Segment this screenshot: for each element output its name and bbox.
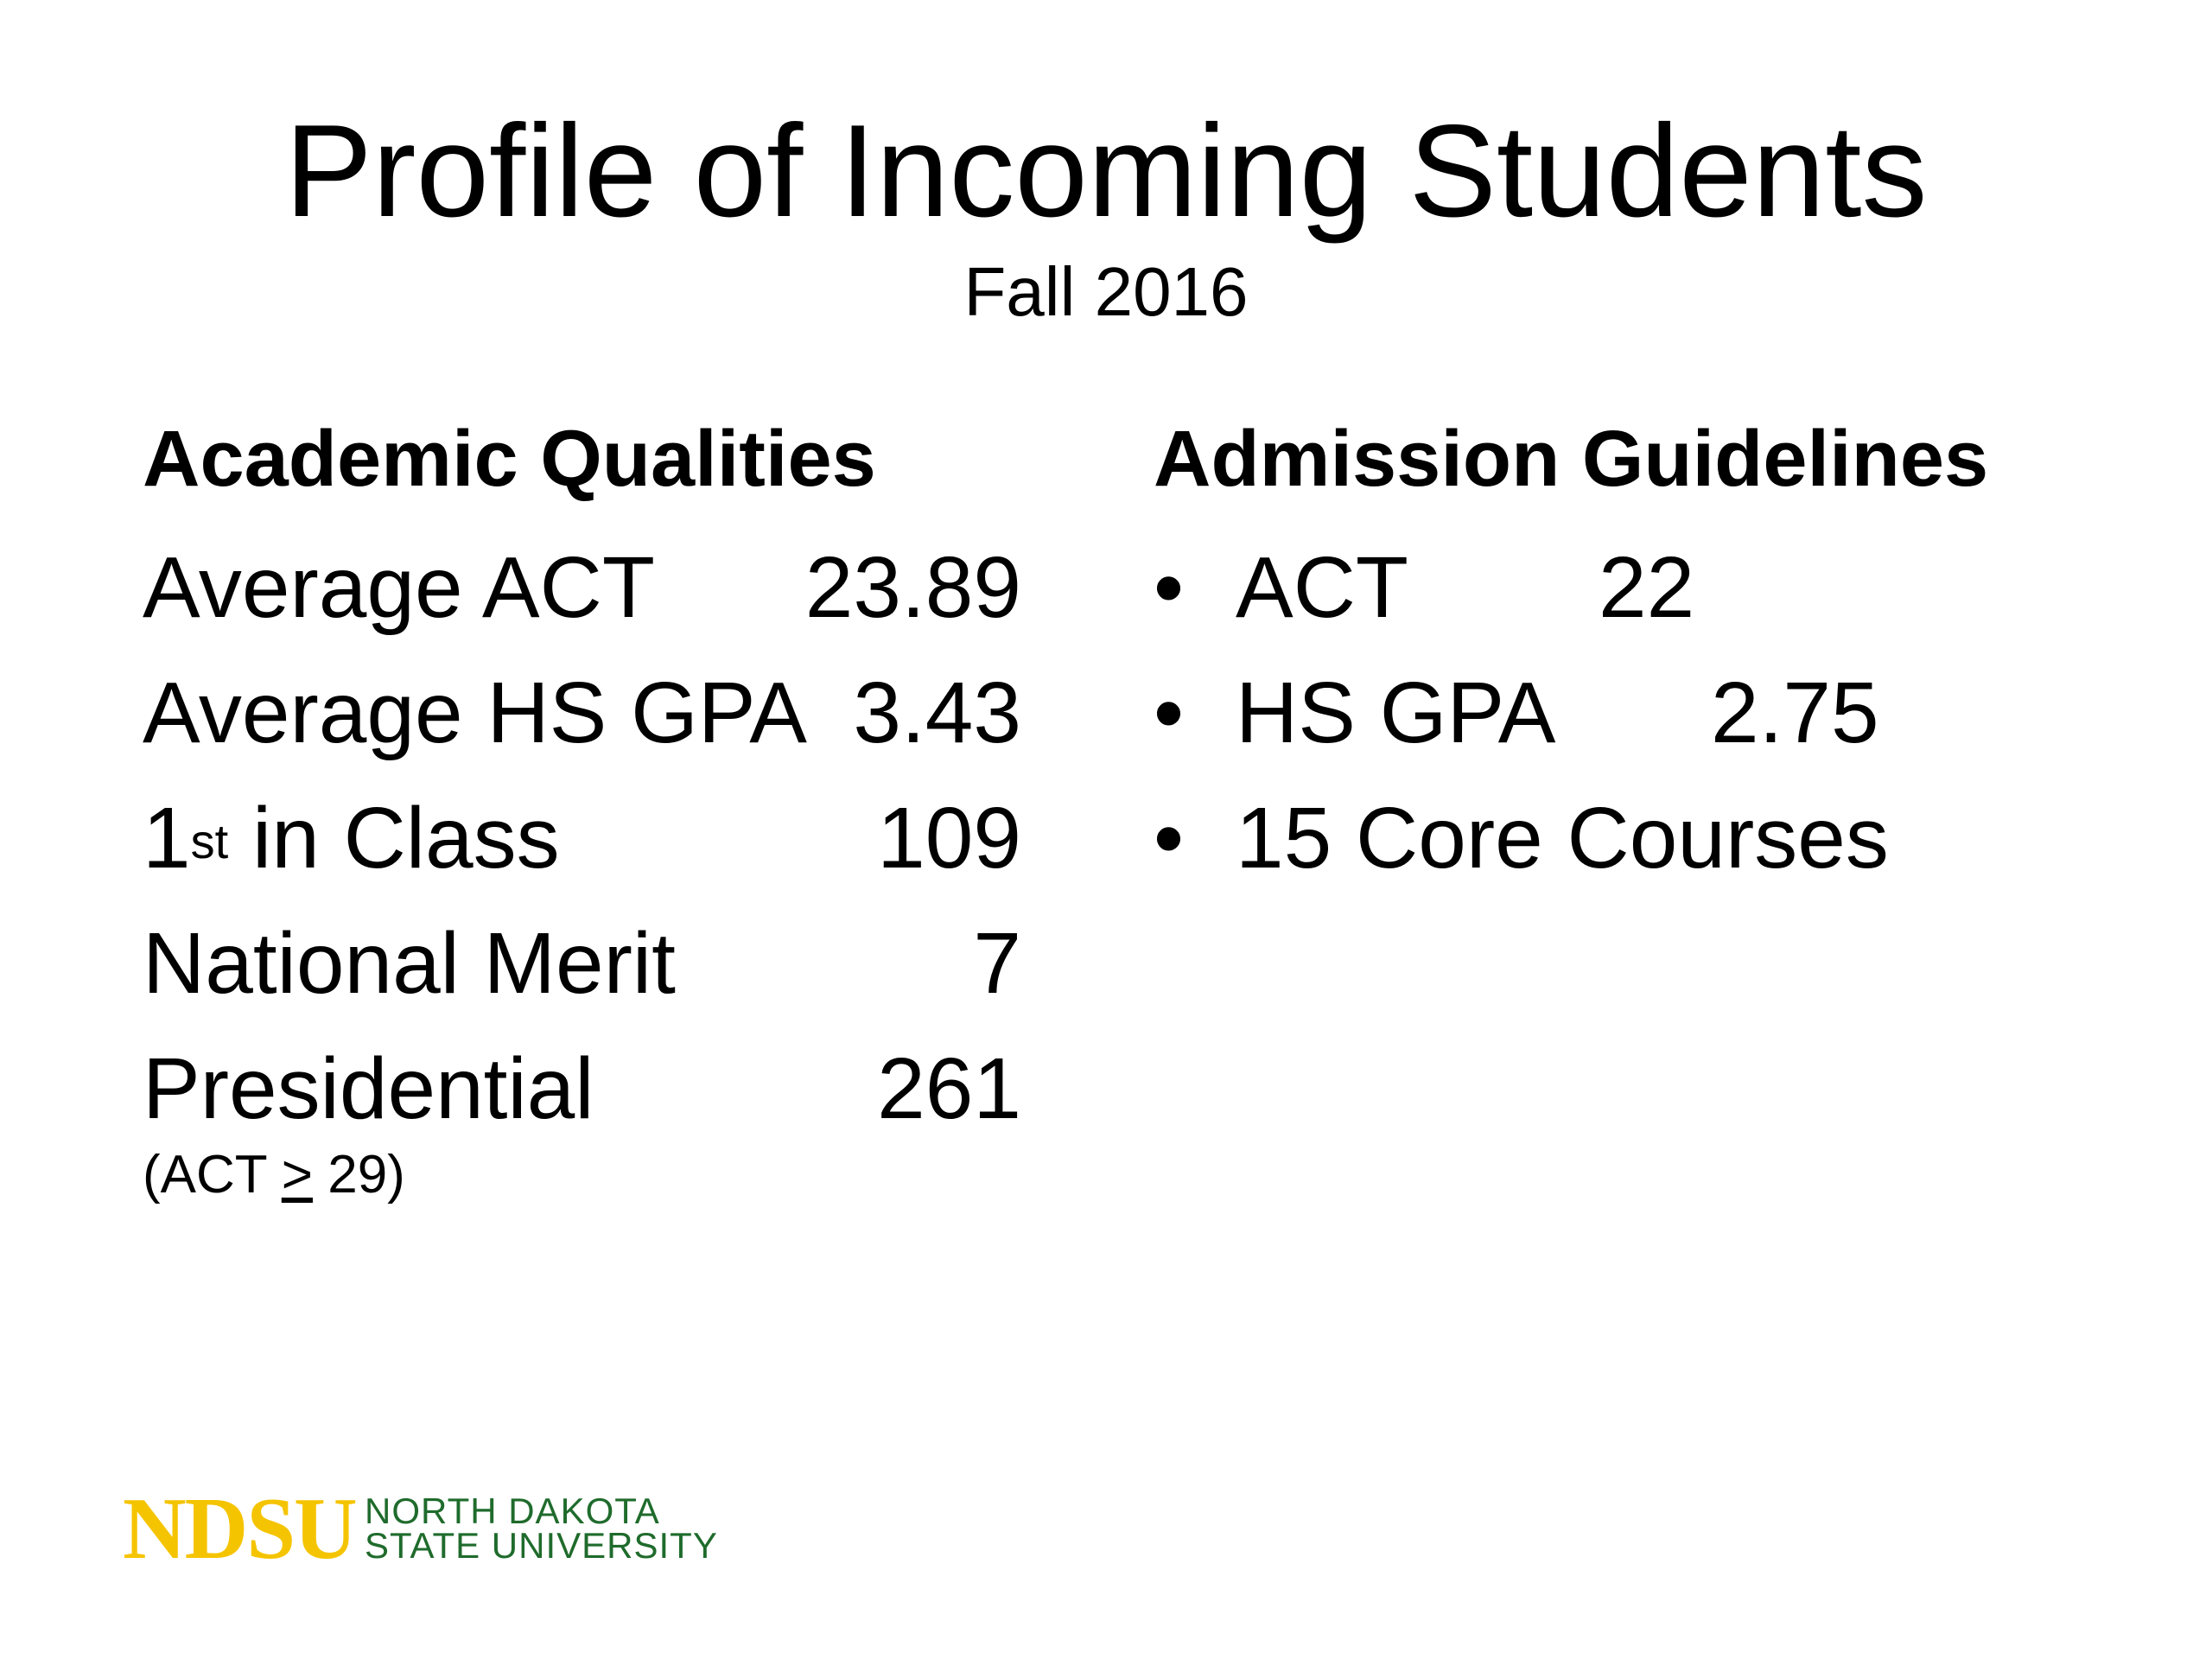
presidential-value: 261	[877, 1040, 1021, 1137]
average-gpa-label: Average HS GPA	[143, 664, 807, 761]
bullet-marker: •	[1154, 790, 1185, 887]
presidential-note	[143, 1141, 405, 1210]
greater-equal-symbol: >	[281, 1145, 313, 1205]
first-in-class-ordinal: st	[190, 814, 229, 868]
slide-title: Profile of Incoming Students	[284, 98, 1928, 245]
ndsu-logo-line2: STATE UNIVERSITY	[365, 1525, 718, 1566]
guideline-gpa-label: HS GPA	[1236, 664, 1556, 761]
first-in-class-text: in Class	[228, 790, 560, 887]
guideline-act-value: 22	[1599, 539, 1695, 636]
first-in-class-number: 1	[143, 790, 191, 887]
academic-qualities-heading: Academic Qualities	[143, 415, 876, 503]
slide-subtitle: Fall 2016	[963, 253, 1249, 330]
ndsu-logo-line1: NORTH DAKOTA	[365, 1491, 660, 1531]
note-prefix: (ACT	[143, 1145, 282, 1205]
presidential-label: Presidential	[143, 1040, 594, 1137]
first-in-class-value: 109	[877, 790, 1021, 887]
guideline-act-label: ACT	[1236, 539, 1408, 636]
note-suffix: 29)	[312, 1145, 405, 1205]
admission-guidelines-heading: Admission Guidelines	[1154, 415, 1989, 503]
national-merit-value: 7	[973, 915, 1021, 1012]
average-act-value: 23.89	[804, 539, 1021, 636]
guideline-gpa-value: 2.75	[1711, 664, 1879, 761]
bullet-marker: •	[1154, 664, 1185, 761]
national-merit-label: National Merit	[143, 915, 676, 1012]
average-gpa-value: 3.43	[853, 664, 1021, 761]
average-act-label: Average ACT	[143, 539, 655, 636]
guideline-core-courses: 15 Core Courses	[1236, 790, 1889, 887]
ndsu-logo-mark: NDSU	[123, 1480, 356, 1578]
first-in-class-label	[143, 786, 560, 890]
bullet-marker: •	[1154, 539, 1185, 636]
